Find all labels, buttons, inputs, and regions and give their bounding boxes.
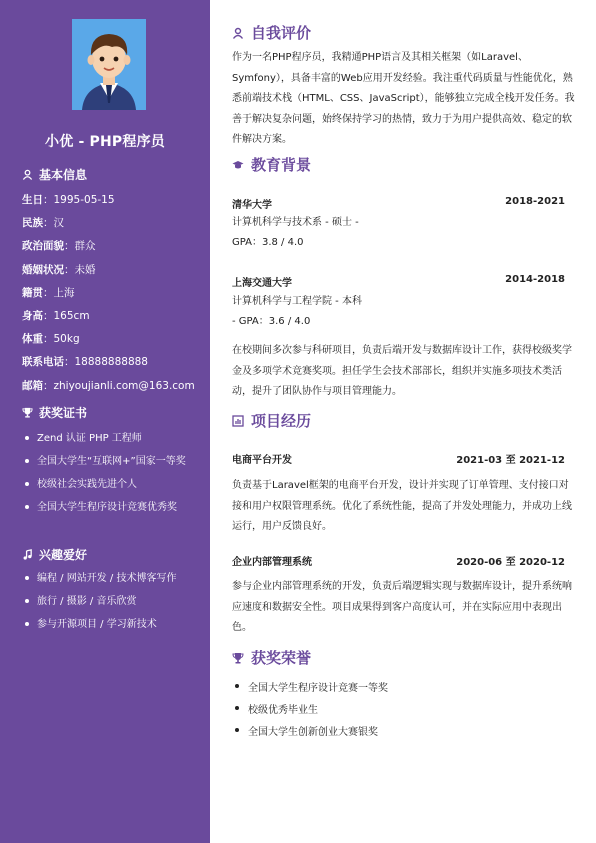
project-name: 企业内部管理系统 bbox=[232, 557, 312, 568]
info-hometown: 籍贯：上海 bbox=[22, 286, 75, 299]
list-item: 校级社会实践先进个人 bbox=[22, 476, 207, 493]
certs-title: 获奖证书 bbox=[39, 406, 88, 420]
edu-period: 2018-2021 bbox=[505, 196, 565, 207]
trophy-icon bbox=[232, 652, 244, 664]
project-period: 2021-03 至 2021-12 bbox=[456, 455, 565, 466]
sidebar bbox=[0, 0, 210, 843]
user-icon bbox=[22, 169, 33, 180]
project-desc: 负责基于Laravel框架的电商平台开发，设计并实现了订单管理、支付接口对接和用户权限管理系统。优化了系统性能，提高了并发处理能力，并成功上线运行，用户反馈良好。 bbox=[232, 480, 572, 533]
info-political-status: 政治面貌：群众 bbox=[22, 240, 96, 253]
list-item: 旅行 / 摄影 / 音乐欣赏 bbox=[22, 593, 207, 610]
edu-detail: 计算机科学与技术系 - 硕士 - GPA：3.8 / 4.0 bbox=[232, 217, 359, 248]
honors-heading bbox=[232, 647, 311, 668]
project-row-2 bbox=[232, 553, 565, 568]
user-icon bbox=[232, 27, 244, 39]
self-eval-title: 自我评价 bbox=[251, 24, 312, 42]
certs-heading bbox=[22, 404, 207, 421]
grid-chart-icon bbox=[232, 415, 244, 427]
self-eval-text: 作为一名PHP程序员，我精通PHP语言及其相关框架（如Laravel、Symfony），具备丰富的Web应用开发经验。我注重代码质量与性能优化，熟悉前端技术栈（HTML、CSS、JavaScript），能够独立完成全栈开发任务。我善于解决复杂问题，始终保持学习的热情，致力于为用户提供高效、稳定的软件解决方案。 bbox=[232, 52, 575, 146]
basic-info-section bbox=[22, 166, 195, 398]
graduation-cap-icon bbox=[232, 159, 244, 171]
info-email: 邮箱：zhiyoujianli.com@163.com bbox=[22, 379, 195, 392]
certs-list bbox=[22, 430, 207, 516]
projects-heading bbox=[232, 410, 311, 431]
trophy-icon bbox=[22, 407, 33, 418]
project-row-1 bbox=[232, 451, 565, 466]
edu-school: 清华大学 bbox=[232, 200, 272, 211]
music-note-icon bbox=[22, 549, 33, 560]
basic-info-heading bbox=[22, 166, 195, 183]
main-content bbox=[210, 0, 596, 843]
list-item: 全国大学生创新创业大赛银奖 bbox=[232, 723, 378, 738]
education-heading bbox=[232, 154, 311, 175]
info-birthday: 生日：1995-05-15 bbox=[22, 194, 115, 206]
list-item: Zend 认证 PHP 工程师 bbox=[22, 430, 207, 447]
certs-section bbox=[22, 404, 207, 516]
education-note: 在校期间多次参与科研项目，负责后端开发与数据库设计工作，获得校级奖学金及多项学术竞赛奖项。担任学生会技术部部长，组织并实施多项技术类活动，提升了团队协作与项目管理能力。 bbox=[232, 345, 572, 398]
honors-title: 获奖荣誉 bbox=[251, 649, 312, 667]
hobbies-heading bbox=[22, 546, 207, 563]
hobbies-section bbox=[22, 546, 207, 633]
edu-period: 2014-2018 bbox=[505, 274, 565, 285]
projects-title: 项目经历 bbox=[251, 412, 312, 430]
info-weight: 体重：50kg bbox=[22, 333, 80, 346]
list-item: 全国大学生“互联网+”国家一等奖 bbox=[22, 453, 202, 470]
edu-row-2 bbox=[232, 274, 565, 289]
hobbies-title: 兴趣爱好 bbox=[39, 548, 88, 562]
profile-name: 小优 - PHP程序员 bbox=[45, 134, 165, 150]
basic-info-list bbox=[22, 189, 195, 398]
info-ethnicity: 民族：汉 bbox=[22, 217, 64, 230]
info-height: 身高：165cm bbox=[22, 310, 90, 323]
avatar bbox=[72, 19, 146, 110]
edu-detail: 计算机科学与工程学院 - 本科 - GPA：3.6 / 4.0 bbox=[232, 296, 362, 327]
list-item: 校级优秀毕业生 bbox=[232, 701, 318, 716]
basic-info-title: 基本信息 bbox=[39, 168, 88, 182]
project-name: 电商平台开发 bbox=[232, 455, 292, 466]
info-marital-status: 婚姻状况：未婚 bbox=[22, 263, 96, 276]
project-desc: 参与企业内部管理系统的开发，负责后端逻辑实现与数据库设计，提升系统响应速度和数据安全性。项目成果得到客户高度认可，并在实际应用中表现出色。 bbox=[232, 581, 572, 634]
project-period: 2020-06 至 2020-12 bbox=[456, 557, 565, 568]
edu-row-1 bbox=[232, 196, 565, 211]
list-item: 全国大学生程序设计竞赛优秀奖 bbox=[22, 499, 207, 516]
edu-school: 上海交通大学 bbox=[232, 278, 292, 289]
self-eval-heading bbox=[232, 22, 311, 43]
hobbies-list bbox=[22, 570, 207, 633]
list-item: 全国大学生程序设计竞赛一等奖 bbox=[232, 679, 388, 694]
education-title: 教育背景 bbox=[251, 156, 312, 174]
list-item: 编程 / 网站开发 / 技术博客写作 bbox=[22, 570, 207, 587]
list-item: 参与开源项目 / 学习新技术 bbox=[22, 616, 207, 633]
info-phone: 联系电话：18888888888 bbox=[22, 356, 148, 369]
